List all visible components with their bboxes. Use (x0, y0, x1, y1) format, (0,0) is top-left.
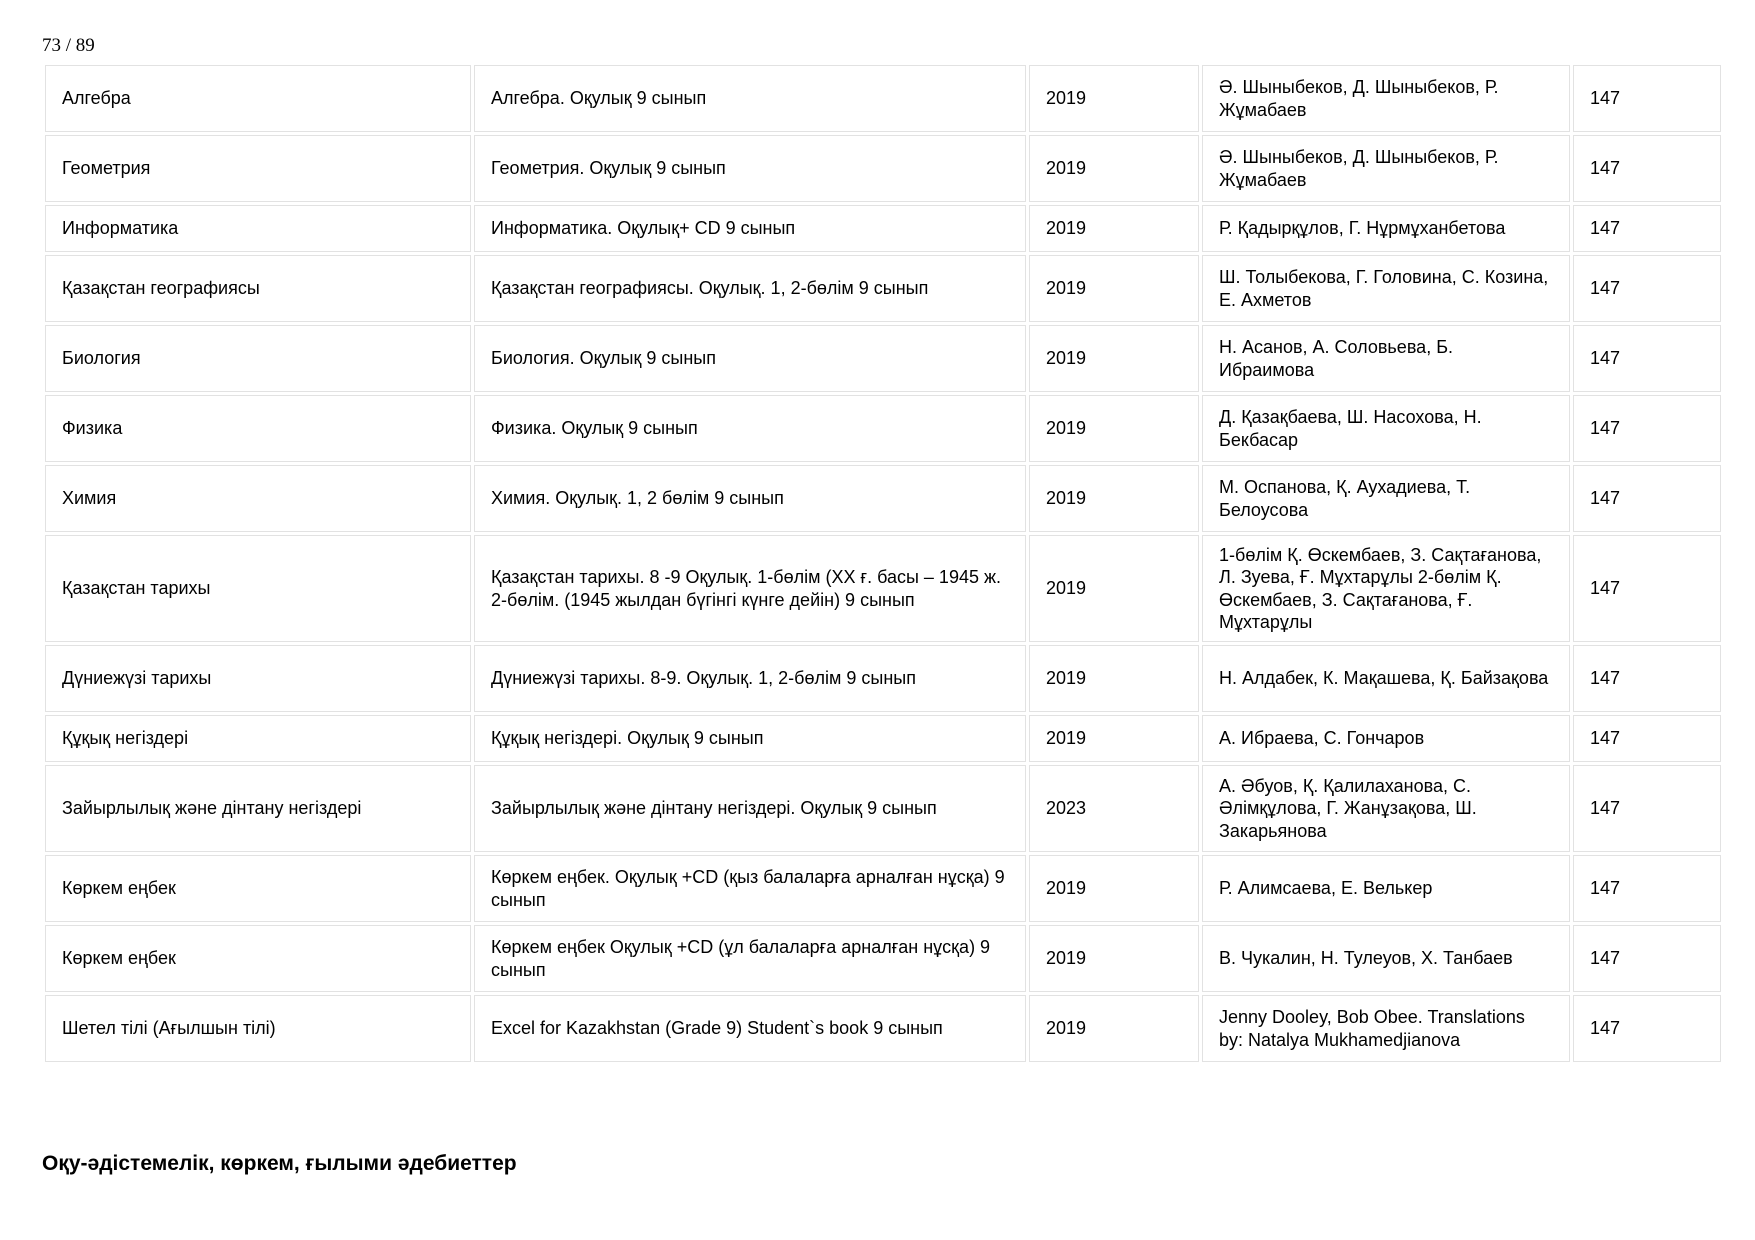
count-cell: 147 (1573, 765, 1721, 852)
table-row (45, 925, 1721, 992)
table-row (45, 765, 1721, 852)
year-cell: 2019 (1029, 645, 1199, 712)
title-cell: Көркем еңбек Оқулық +CD (ұл балаларға арналған нұсқа) 9 сынып (474, 925, 1026, 992)
authors-cell: 1-бөлім Қ. Өскембаев, З. Сақтағанова, Л. Зуева, Ғ. Мұхтарұлы 2-бөлім Қ. Өскембаев, З. Сақтағанова, Ғ. Мұхтарұлы (1202, 535, 1570, 642)
authors-cell: Д. Қазақбаева, Ш. Насохова, Н. Бекбасар (1202, 395, 1570, 462)
count-cell: 147 (1573, 325, 1721, 392)
title-cell: Көркем еңбек. Оқулық +CD (қыз балаларға арналған нұсқа) 9 сынып (474, 855, 1026, 922)
title-cell: Физика. Оқулық 9 сынып (474, 395, 1026, 462)
year-cell: 2023 (1029, 765, 1199, 852)
subject-cell: Құқық негіздері (45, 715, 471, 762)
table-row (45, 395, 1721, 462)
year-cell: 2019 (1029, 855, 1199, 922)
subject-cell: Физика (45, 395, 471, 462)
page-number: 73 / 89 (42, 35, 95, 56)
authors-cell: Р. Қадырқұлов, Г. Нұрмұханбетова (1202, 205, 1570, 252)
count-cell: 147 (1573, 715, 1721, 762)
subject-cell: Шетел тілі (Ағылшын тілі) (45, 995, 471, 1062)
title-cell: Биология. Оқулық 9 сынып (474, 325, 1026, 392)
title-cell: Зайырлылық және дінтану негіздері. Оқулық 9 сынып (474, 765, 1026, 852)
year-cell: 2019 (1029, 205, 1199, 252)
table-row (45, 855, 1721, 922)
subject-cell: Қазақстан тарихы (45, 535, 471, 642)
table-row (45, 325, 1721, 392)
subject-cell: Химия (45, 465, 471, 532)
count-cell: 147 (1573, 135, 1721, 202)
subject-cell: Биология (45, 325, 471, 392)
year-cell: 2019 (1029, 395, 1199, 462)
year-cell: 2019 (1029, 715, 1199, 762)
table-row (45, 995, 1721, 1062)
count-cell: 147 (1573, 255, 1721, 322)
title-cell: Қазақстан географиясы. Оқулық. 1, 2-бөлім 9 сынып (474, 255, 1026, 322)
count-cell: 147 (1573, 925, 1721, 992)
subject-cell: Информатика (45, 205, 471, 252)
count-cell: 147 (1573, 465, 1721, 532)
authors-cell: Ә. Шыныбеков, Д. Шыныбеков, Р. Жұмабаев (1202, 135, 1570, 202)
subject-cell: Геометрия (45, 135, 471, 202)
title-cell: Құқық негіздері. Оқулық 9 сынып (474, 715, 1026, 762)
textbook-table-body (45, 65, 1721, 1062)
count-cell: 147 (1573, 995, 1721, 1062)
count-cell: 147 (1573, 395, 1721, 462)
table-row (45, 465, 1721, 532)
authors-cell: В. Чукалин, Н. Тулеуов, Х. Танбаев (1202, 925, 1570, 992)
title-cell: Дүниежүзі тарихы. 8-9. Оқулық. 1, 2-бөлім 9 сынып (474, 645, 1026, 712)
year-cell: 2019 (1029, 255, 1199, 322)
count-cell: 147 (1573, 65, 1721, 132)
count-cell: 147 (1573, 535, 1721, 642)
subject-cell: Алгебра (45, 65, 471, 132)
authors-cell: Н. Асанов, А. Соловьева, Б. Ибраимова (1202, 325, 1570, 392)
authors-cell: Р. Алимсаева, Е. Велькер (1202, 855, 1570, 922)
title-cell: Химия. Оқулық. 1, 2 бөлім 9 сынып (474, 465, 1026, 532)
year-cell: 2019 (1029, 535, 1199, 642)
table-row (45, 715, 1721, 762)
authors-cell: А. Әбуов, Қ. Қалилаханова, С. Әлімқұлова, Г. Жанұзақова, Ш. Закарьянова (1202, 765, 1570, 852)
table-row (45, 535, 1721, 642)
authors-cell: Ә. Шыныбеков, Д. Шыныбеков, Р. Жұмабаев (1202, 65, 1570, 132)
textbook-table (42, 62, 1724, 1065)
year-cell: 2019 (1029, 995, 1199, 1062)
count-cell: 147 (1573, 855, 1721, 922)
year-cell: 2019 (1029, 925, 1199, 992)
authors-cell: Ш. Толыбекова, Г. Головина, С. Козина, Е. Ахметов (1202, 255, 1570, 322)
subject-cell: Қазақстан географиясы (45, 255, 471, 322)
year-cell: 2019 (1029, 325, 1199, 392)
subject-cell: Дүниежүзі тарихы (45, 645, 471, 712)
year-cell: 2019 (1029, 465, 1199, 532)
title-cell: Геометрия. Оқулық 9 сынып (474, 135, 1026, 202)
title-cell: Алгебра. Оқулық 9 сынып (474, 65, 1026, 132)
title-cell: Қазақстан тарихы. 8 -9 Оқулық. 1-бөлім (XX ғ. басы – 1945 ж. 2-бөлім. (1945 жылдан бүгінгі күнге дейін) 9 сынып (474, 535, 1026, 642)
authors-cell: А. Ибраева, С. Гончаров (1202, 715, 1570, 762)
table-row (45, 135, 1721, 202)
table-row (45, 65, 1721, 132)
year-cell: 2019 (1029, 135, 1199, 202)
authors-cell: Jenny Dooley, Bob Obee. Translations by: Natalya Mukhamedjianova (1202, 995, 1570, 1062)
subject-cell: Зайырлылық және дінтану негіздері (45, 765, 471, 852)
subject-cell: Көркем еңбек (45, 855, 471, 922)
count-cell: 147 (1573, 645, 1721, 712)
title-cell: Информатика. Оқулық+ CD 9 сынып (474, 205, 1026, 252)
title-cell: Excel for Kazakhstan (Grade 9) Student`s book 9 сынып (474, 995, 1026, 1062)
count-cell: 147 (1573, 205, 1721, 252)
section-title: Оқу-әдістемелік, көркем, ғылыми әдебиеттер (42, 1152, 517, 1175)
authors-cell: М. Оспанова, Қ. Аухадиева, Т. Белоусова (1202, 465, 1570, 532)
year-cell: 2019 (1029, 65, 1199, 132)
table-row (45, 205, 1721, 252)
subject-cell: Көркем еңбек (45, 925, 471, 992)
authors-cell: Н. Алдабек, К. Мақашева, Қ. Байзақова (1202, 645, 1570, 712)
table-row (45, 255, 1721, 322)
table-row (45, 645, 1721, 712)
